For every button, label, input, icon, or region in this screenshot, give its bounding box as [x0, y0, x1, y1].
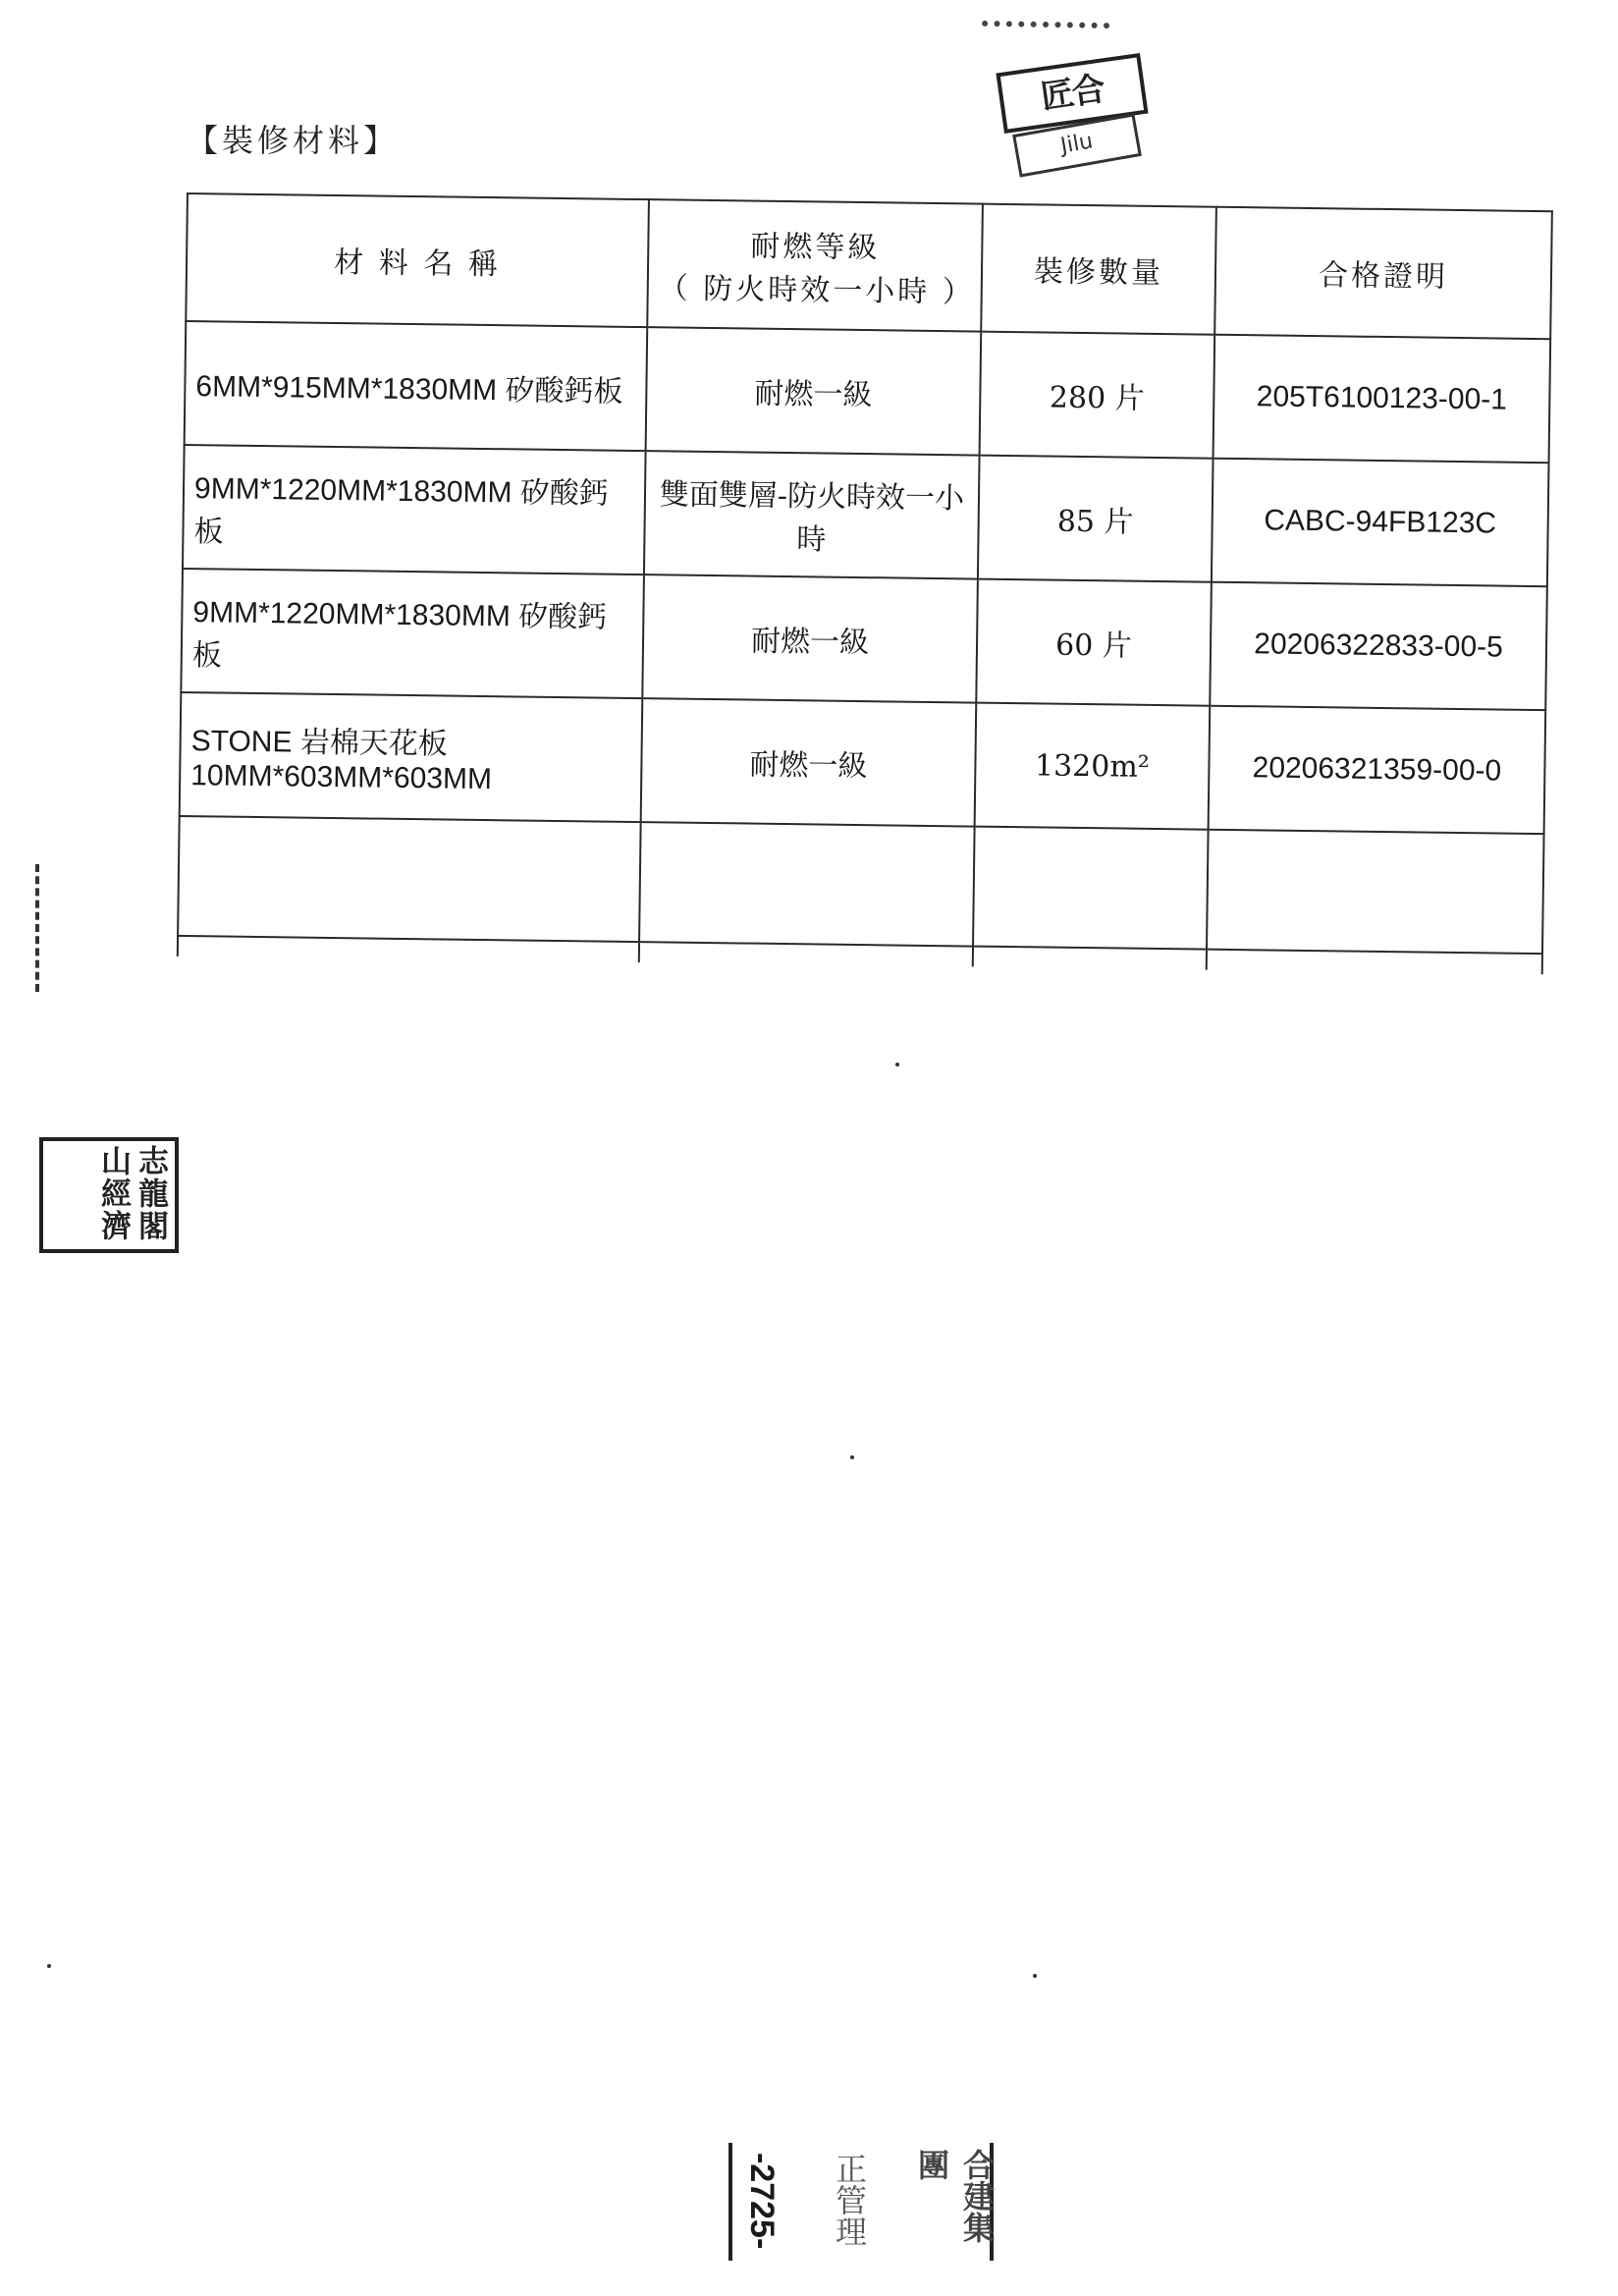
cell-material-name: 9MM*1220MM*1830MM 矽酸鈣板	[183, 445, 646, 574]
seal-left: 志龍閣山經濟	[39, 1137, 179, 1253]
header-fire-rating	[647, 199, 983, 331]
cell-empty	[639, 942, 973, 966]
cell-material-name	[180, 692, 643, 822]
header-certificate: 合格證明	[1214, 207, 1552, 339]
materials-table-wrap	[176, 192, 1551, 1045]
margin-marks	[35, 864, 45, 992]
cell-quantity: 85 片	[978, 456, 1214, 582]
header-fire-rating-line2: （ 防火時效一小時 ）	[658, 271, 976, 310]
cell-certificate: 205T6100123-00-1	[1214, 335, 1551, 463]
table-row	[181, 569, 1547, 710]
cell-material-name: 9MM*1220MM*1830MM 矽酸鈣板	[181, 569, 644, 698]
table-row	[185, 321, 1551, 463]
cell-certificate: 20206321359-00-0	[1209, 706, 1546, 834]
cell-material-name: 6MM*915MM*1830MM 矽酸鈣板	[185, 321, 648, 451]
header-quantity: 裝修數量	[981, 204, 1216, 335]
speck	[895, 1063, 899, 1066]
table-header-row	[186, 193, 1552, 339]
speck	[47, 1964, 51, 1968]
cell-material-name-line1: STONE 岩棉天花板	[190, 725, 449, 761]
cell-quantity: 280 片	[980, 332, 1215, 459]
cell-fire-rating: 耐燃一級	[646, 327, 982, 455]
seal-bottom-text2: 合建集團	[913, 2149, 996, 2243]
cell-quantity: 60 片	[976, 579, 1212, 706]
cell-fire-rating: 雙面雙層-防火時效一小時	[644, 451, 980, 578]
header-fire-rating-line1: 耐燃等級	[750, 229, 881, 266]
table-row-empty	[178, 816, 1543, 954]
cell-fire-rating: 耐燃一級	[642, 574, 978, 702]
header-material-name: 材 料 名 稱	[186, 193, 649, 327]
speck	[850, 1455, 854, 1459]
cell-empty	[1207, 830, 1544, 954]
cell-material-name-line2: 10MM*603MM*603MM	[190, 759, 493, 796]
stamp-top-sub: Jilu	[1012, 113, 1142, 177]
cell-fire-rating: 耐燃一級	[641, 698, 977, 826]
cell-quantity: 1320m²	[975, 703, 1211, 830]
cell-certificate: CABC-94FB123C	[1212, 459, 1549, 586]
speck	[1033, 1974, 1037, 1978]
cell-empty	[639, 822, 975, 946]
materials-table	[177, 192, 1553, 974]
cell-empty	[973, 827, 1209, 950]
cell-certificate: 20206322833-00-5	[1210, 582, 1547, 710]
table-row	[180, 692, 1546, 834]
seal-bottom-number: -2725-	[743, 2153, 781, 2250]
section-title: 【裝修材料】	[187, 122, 400, 159]
stamp-top-text: 匠合	[1038, 69, 1106, 118]
seal-bottom-text1: 正管理	[831, 2153, 868, 2247]
table-row	[183, 445, 1549, 586]
cell-empty	[1207, 950, 1542, 974]
seal-bottom	[728, 2143, 994, 2261]
header-scan-mark	[982, 21, 1109, 40]
cell-empty	[973, 947, 1207, 970]
cell-empty	[178, 816, 641, 942]
